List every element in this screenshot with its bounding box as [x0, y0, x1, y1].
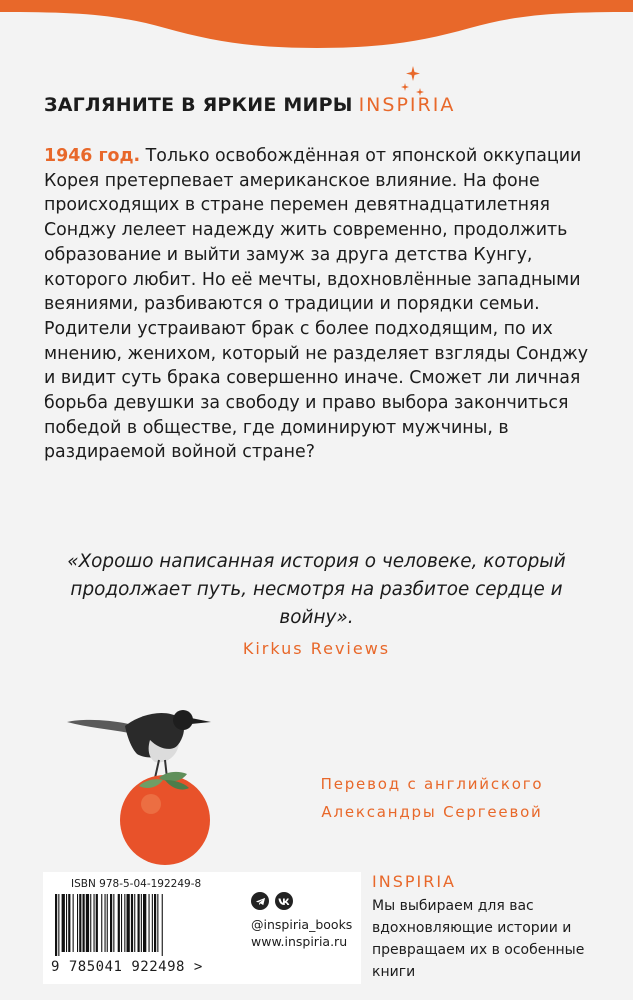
website-link[interactable]: www.inspiria.ru	[251, 934, 348, 949]
publisher-name: INSPIRIA	[372, 872, 456, 891]
book-blurb	[44, 144, 604, 465]
barcode-panel	[43, 872, 361, 984]
social-handle[interactable]: @inspiria_books	[251, 917, 353, 932]
translator-line-1: Перевод с английского	[320, 775, 544, 793]
social-block	[251, 892, 361, 950]
headline-text: ЗАГЛЯНИТЕ В ЯРКИЕ МИРЫ	[44, 94, 353, 116]
barcode-image	[51, 894, 231, 956]
top-wave-decoration	[0, 0, 633, 50]
review-quote: «Хорошо написанная история о человеке, который продолжает путь, несмотря на разбитое сердце и войну».	[67, 551, 566, 628]
translator-credit	[262, 770, 602, 826]
telegram-icon[interactable]	[251, 892, 269, 910]
barcode-number: 9 785041 922498 >	[51, 959, 203, 975]
publisher-tagline: Мы выбираем для вас вдохновляющие истории и превращаем их в особенные книги	[372, 898, 585, 980]
translator-line-2: Александры Сергеевой	[321, 803, 543, 821]
isbn-text: ISBN 978-5-04-192249-8	[71, 878, 202, 890]
sparkle-icon	[400, 64, 426, 98]
blurb-text: Только освобождённая от японской оккупации Корея претерпевает американское влияние. На фоне происходящих в стране перемен девятнадцатилетняя Сонджу лелеет надежду жить современно, продолжить образование и выйти замуж за друга детства Кунгу, которого любит. Но её мечты, вдохновлённые западными веяниями, разбиваются о традиции и порядки семьи. Родители устраивают брак с более подходящим, по их мнению, женихом, который не разделяет взгляды Сонджу и видит суть брака совершенно иначе. Сможет ли личная борьба девушки за свободу и право выбора закончиться победой в обществе, где доминируют мужчины, в раздираемой войной стране?	[44, 146, 589, 463]
headline	[44, 94, 604, 116]
bird-on-orange-illustration	[55, 700, 245, 875]
social-icons	[251, 892, 361, 910]
publisher-block	[372, 872, 612, 983]
blurb-year: 1946 год.	[44, 146, 141, 166]
review-source: Kirkus Reviews	[242, 639, 391, 658]
vk-icon[interactable]	[275, 892, 293, 910]
headline-brand: INSPIRIA	[358, 94, 456, 116]
